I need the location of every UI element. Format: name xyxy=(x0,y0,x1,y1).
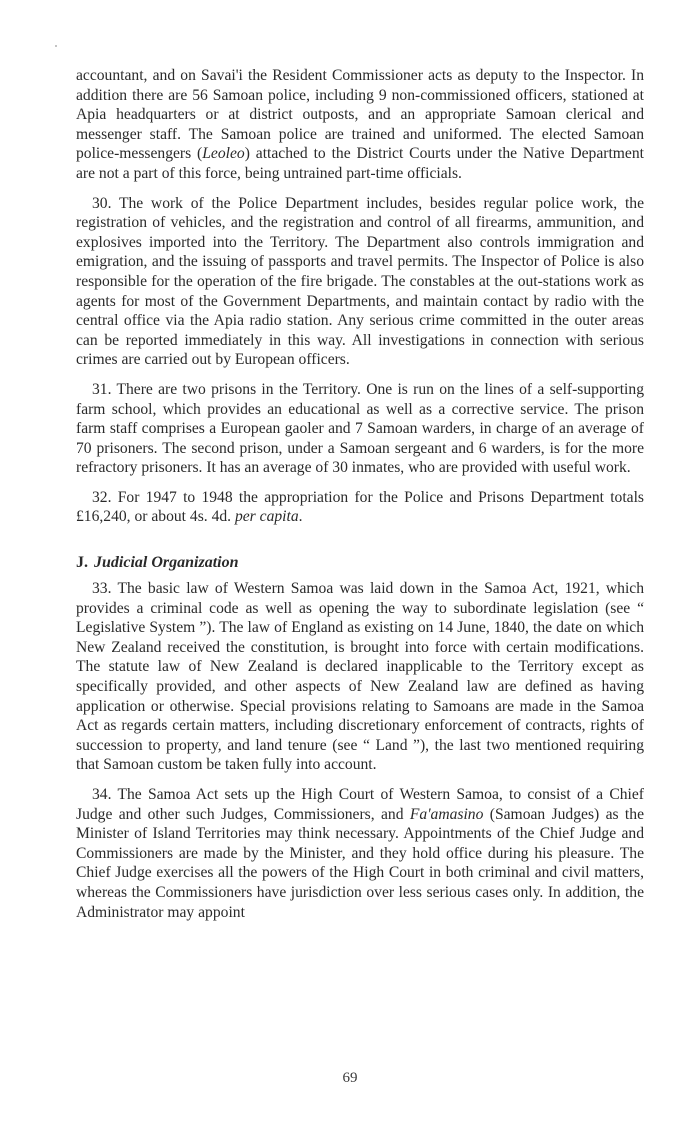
paragraph-33: 33. The basic law of Western Samoa was laid down in the Samoa Act, 1921, which provides a criminal code as well as opening the way to subordinate legislation (see “ Legislative System ”). The law of England as existing on 14 June, 1840, the date on which New Zealand received the constitution, is brought into force with certain modifications. The statute law of New Zealand is declared inapplicable to the Territory except as specifically provided, and other aspects of New Zealand law are defined as having application or otherwise. Special provisions relating to Samoans are made in the Samoa Act as regards certain matters, including discretionary enforcement of contracts, rights of succession to property, and land tenure (see “ Land ”), the last two mentioned requiring that Samoan custom be taken fully into account. xyxy=(76,580,644,774)
section-title: Judicial Organization xyxy=(94,554,239,572)
paragraph-34 xyxy=(76,785,644,922)
text-run: 34. The Samoa Act sets up the High Court of Western Samoa, to consist of a Chief Judge and other such Judges, Commissioners, and xyxy=(76,786,644,823)
page-number: 69 xyxy=(342,1070,358,1086)
text-run: ) attached to the District Courts under the Native Department are not a part of this force, being untrained part-time officials. xyxy=(76,145,644,182)
document-page xyxy=(76,66,644,932)
text-run: accountant, and on Savai'i the Resident Commissioner acts as deputy to the Inspector. In addition there are 56 Samoan police, including 9 non-commissioned officers, stationed at Apia headquarters or at district outposts, and an appropriate Samoan clerical and messenger staff. The Samoan police are trained and uniformed. The elected Samoan police-messengers ( xyxy=(76,67,644,163)
paragraph-32 xyxy=(76,488,644,527)
paragraph-continued xyxy=(76,66,644,184)
paragraph-30: 30. The work of the Police Department includes, besides regular police work, the registration of vehicles, and the registration and control of all firearms, ammunition, and explosives imported into the Territory. The Department also controls immigration and emigration, and the issuing of passports and travel permits. The Inspector of Police is also responsible for the operation of the fire brigade. The constables at the out-stations work as agents for most of the Government Departments, and maintain contact by radio with the central office via the Apia radio station. Any serious crime committed in the outer areas can be reported immediately in this way. All investigations in connection with serious crimes are carried out by European officers. xyxy=(76,194,644,369)
section-heading xyxy=(76,553,644,573)
italic-term-faamasino: Fa'amasino xyxy=(409,805,484,823)
italic-term-leoleo: Leoleo xyxy=(202,145,245,163)
section-letter: J. xyxy=(76,554,88,572)
italic-term-per-capita: per capita xyxy=(234,508,299,526)
text-run: . xyxy=(298,508,303,526)
text-run: (Samoan Judges) as the Minister of Island Territories may think necessary. Appointments of the Chief Judge and Commissioners are made by the Minister, and they hold office during his pleasure. The Chief Judge exercises all the powers of the High Court in both criminal and civil matters, whereas the Commissioners have jurisdiction over less serious cases only. In addition, the Administrator may appoint xyxy=(76,805,644,921)
text-run: 32. For 1947 to 1948 the appropriation for the Police and Prisons Department totals £16,240, or about 4s. 4d. xyxy=(76,488,644,526)
scan-speck xyxy=(55,45,57,47)
paragraph-31: 31. There are two prisons in the Territory. One is run on the lines of a self-supporting farm school, which provides an educational as well as a corrective service. The prison farm staff comprises a European gaoler and 7 Samoan warders, in charge of an average of 70 prisoners. The second prison, under a Samoan sergeant and 6 warders, is for the more refractory prisoners. It has an average of 30 inmates, who are provided with useful work. xyxy=(76,380,644,477)
